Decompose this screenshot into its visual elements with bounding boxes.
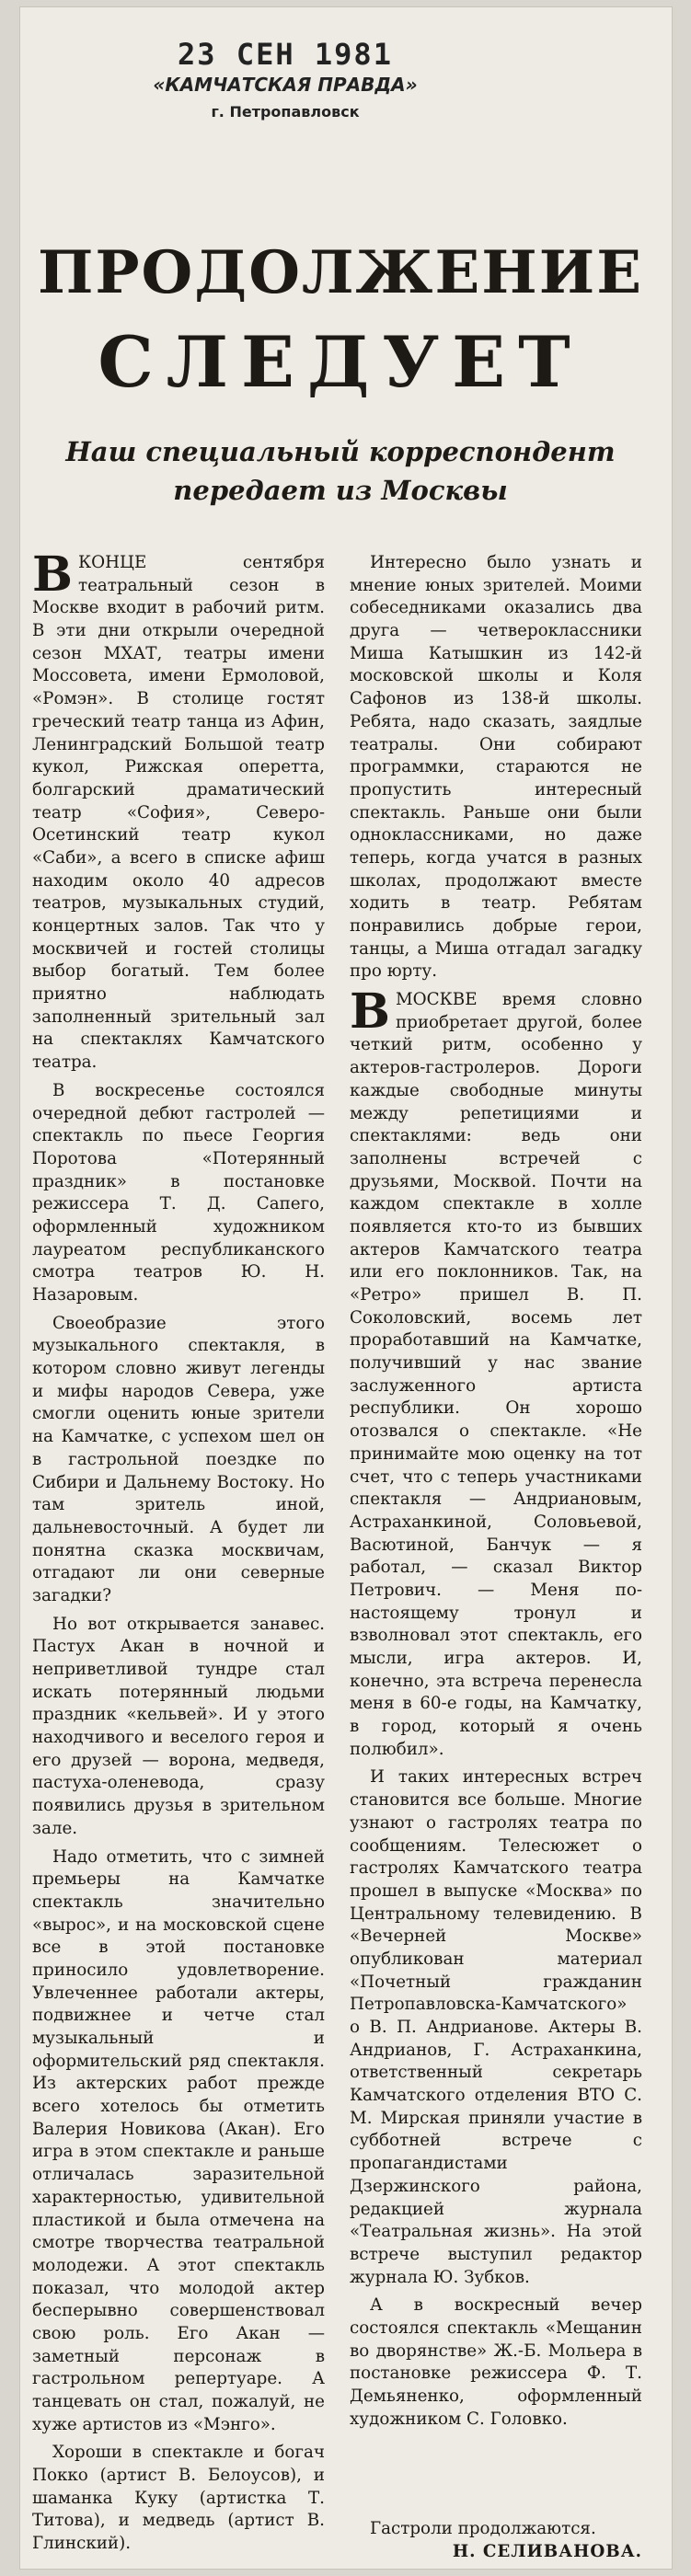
- drop-cap: В: [350, 983, 390, 1041]
- paragraph: И таких интересных встреч становится все больше. Многие узнают о гастролях театра по сообщениям. Телесюжет о гастролях Камчатского театра прошел в выпуске «Москва» по Центральному телевидению. В «Вечерней Москве» опубликован материал «Почетный гражданин Петропавловска-Камчатского» о В. П. Андрианове. Актеры В. Андрианов, Г. Астраханкина, ответственный секретарь Камчатского отделения ВТО С. М. Мирская приняли участие в субботней встрече с пропагандистами Дзержинского района, редакцией журнала «Театральная жизнь». На этой встрече выступил редактор журнала Ю. Зубков.: [350, 1767, 642, 2287]
- archive-stamp: [133, 37, 437, 121]
- stamp-date: 23 СЕН 1981: [178, 37, 393, 72]
- subtitle-line-1: Наш специальный корреспондент: [65, 436, 616, 467]
- paragraph: Хороши в спектакле и богач Покко (артист В. Белоусов), и шаманка Куку (артистка Т. Титова), и медведь (артист В. Глинский).: [32, 2443, 325, 2554]
- headline-line-2: СЛЕДУЕТ: [98, 321, 583, 403]
- paragraph: Своеобразие этого музыкального спектакля, в котором словно живут легенды и мифы народов Севера, уже смогли оценить юные зрители на Камчатке, с успехом шел он в гастрольной поездке по Сибири и Дальнему Востоку. Но там зритель иной, дальневосточный. А будет ли понятна сказка москвичам, отгадают ли они северные загадки?: [32, 1313, 325, 1605]
- paragraph: Интересно было узнать и мнение юных зрителей. Моими собеседниками оказались два друга — четвероклассники Миша Катышкин из 142-й московской школы и Коля Сафонов из 138-й школы. Ребята, надо сказать, заядлые театралы. Они собирают программки, стараются не пропустить интересный спектакль. Раньше они были одноклассниками, но даже теперь, когда учатся в разных школах, продолжают вместе ходить в театр. Ребятам понравились добрые герои, танцы, а Миша отгадал загадку про юрту.: [350, 553, 642, 982]
- stamp-newspaper: «КАМЧАТСКАЯ ПРАВДА»: [153, 74, 418, 96]
- article-closing: [350, 2519, 642, 2561]
- paragraph-text: МОСКВЕ время словно приобретает другой, более четкий ритм, особенно у актеров-гастролеров. Дороги каждые свободные минуты между репетициями и спектаклями: ведь они заполнены встречей с друзьями, Москвой. Почти на каждом спектакле в холле появляется кто-то из бывших актеров Камчатского театра или его поклонников. Так, на «Ретро» пришел В. П. Соколовский, восемь лет проработавший на Камчатке, получивший у нас звание заслуженного артиста республики. Он хорошо отозвался о спектакле. «Не принимайте мою оценку на тот счет, что с теперь участниками спектакля — Андриановым, Астраханкиной, Соловьевой, Васютиной, Банчук — я работал, — сказал Виктор Петрович. — Меня по-настоящему тронул и взволновал этот спектакль, его мысли, игра актеров. И, конечно, эта встреча перенесла меня в 60-е годы, на Камчатку, в город, который я очень полюбил».: [350, 990, 642, 1759]
- headline-line-1: ПРОДОЛЖЕНИЕ: [37, 238, 644, 307]
- paragraph-text: КОНЦЕ сентября театральный сезон в Москве входит в рабочий ритм. В эти дни открыли очередной сезон МХАТ, театры имени Моссовета, имени Ермоловой, «Ромэн». В столице гостят греческий театр танца из Афин, Ленинградский Большой театр кукол, Рижская оперетта, болгарский драматический театр «София», Северо-Осетинский театр кукол «Саби», а всего в списке афиш находим около 40 адресов театров, музыкальных студий, концертных залов. Так что у москвичей и гостей столицы выбор богатый. Тем более приятно наблюдать заполненный зрительный зал на спектаклях Камчатского театра.: [32, 553, 325, 1073]
- drop-cap: В: [32, 546, 73, 603]
- paragraph: Но вот открывается занавес. Пастух Акан в ночной и неприветливой тундре стал искать потерянный людьми праздник «кельвей». И у этого находчивого и веселого героя и его друзей — ворона, медведя, пастуха-оленевода, сразу появились друзья в зрительном зале.: [32, 1614, 325, 1838]
- paragraph: [32, 546, 325, 1075]
- paragraph: А в воскресный вечер состоялся спектакль «Мещанин во дворянстве» Ж.-Б. Мольера в постановке режиссера Ф. Т. Демьяненко, оформленный художником С. Головко.: [350, 2295, 642, 2429]
- subtitle-line-2: передает из Москвы: [173, 475, 508, 507]
- author-signature: Н. СЕЛИВАНОВА.: [452, 2542, 642, 2561]
- article-right-column: [350, 552, 642, 2436]
- article-left-column: [32, 546, 325, 2561]
- stamp-city: г. Петропавловск: [211, 103, 360, 121]
- paragraph: В воскресенье состоялся очередной дебют гастролей — спектакль по пьесе Георгия Поротова «Потерянный праздник» в постановке режиссера Т. Д. Сапего, оформленный художником лауреатом республиканского смотра театров Ю. Н. Назаровым.: [32, 1080, 325, 1305]
- paragraph: [350, 983, 642, 1761]
- closing-line: Гастроли продолжаются.: [370, 2519, 596, 2538]
- paragraph: Надо отметить, что с зимней премьеры на Камчатке спектакль значительно «вырос», и на московской сцене все в этой постановке приносило удовлетворение. Увлеченнее работали актеры, подвижнее и четче стал музыкальный и оформительский ряд спектакля. Из актерских работ прежде всего хотелось бы отметить Валерия Новикова (Акан). Его игра в этом спектакле и раньше отличалась заразительной характерностью, удивительной пластикой и была отмечена на смотре творчества театральной молодежи. А этот спектакль показал, что молодой актер бесперывно совершенствовал свою роль. Его Акан — заметный персонаж в гастрольном репертуаре. А танцевать он стал, пожалуй, не хуже артистов из «Мэнго».: [32, 1846, 325, 2434]
- subtitle: [55, 432, 626, 510]
